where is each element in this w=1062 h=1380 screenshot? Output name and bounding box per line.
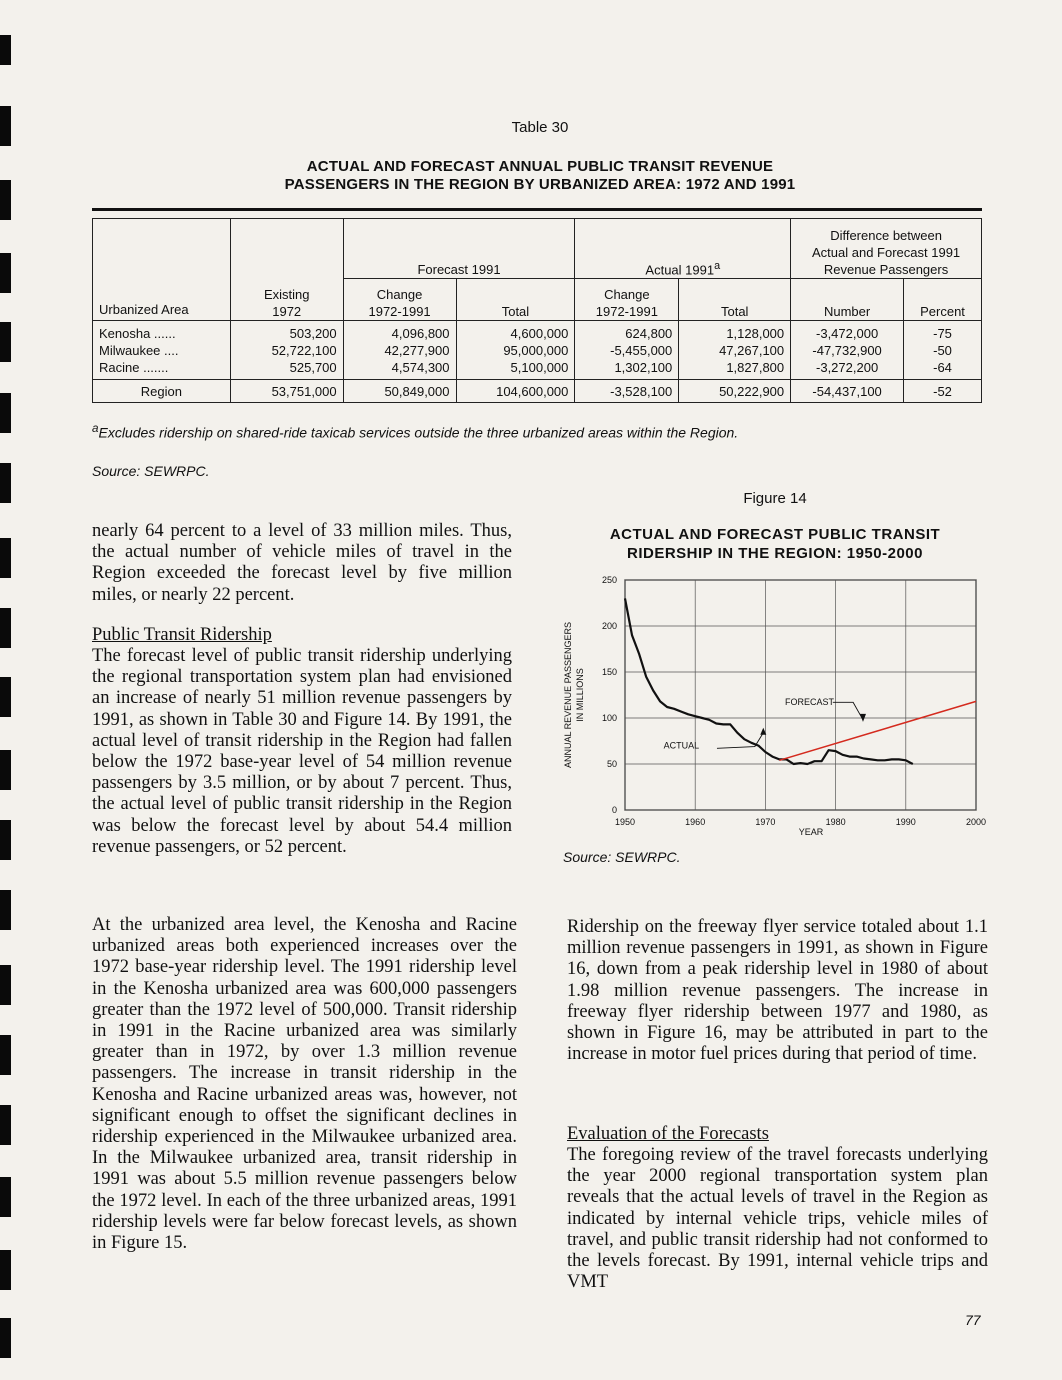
footnote-marker: a bbox=[92, 422, 99, 435]
col-header-area: Urbanized Area bbox=[93, 219, 231, 321]
existing-line: 1972 bbox=[272, 304, 302, 319]
figure-title-line: ACTUAL AND FORECAST PUBLIC TRANSIT bbox=[609, 526, 941, 543]
footnote-marker: a bbox=[714, 259, 721, 272]
figure-title bbox=[565, 525, 985, 563]
cell-area: Milwaukee .... bbox=[93, 342, 231, 359]
footnote-text: Excludes ridership on shared-ride taxicab services outside the three urbanized areas within the Region. bbox=[98, 424, 739, 441]
y-axis-label: ANNUAL REVENUE PASSENGERS bbox=[563, 621, 573, 769]
cell-forecast-total: 104,600,000 bbox=[456, 380, 575, 403]
binder-mark bbox=[0, 322, 11, 362]
data-table bbox=[92, 218, 982, 403]
x-tick-label: 1980 bbox=[825, 817, 846, 827]
change-line: 1972-1991 bbox=[595, 304, 658, 319]
cell-difference-percent: -50 bbox=[904, 342, 982, 359]
cell-difference-number: -3,472,000 bbox=[791, 321, 904, 343]
annotation-leader bbox=[833, 702, 863, 719]
ridership-chart bbox=[560, 570, 990, 842]
y-tick-label: 200 bbox=[601, 621, 617, 631]
cell-forecast-change: 4,096,800 bbox=[343, 321, 456, 343]
binder-mark bbox=[0, 463, 11, 503]
table-label: Table 30 bbox=[511, 119, 569, 136]
table-footnote bbox=[92, 422, 738, 441]
cell-existing: 52,722,100 bbox=[230, 342, 343, 359]
table-row bbox=[93, 359, 982, 380]
binder-mark bbox=[0, 393, 11, 433]
col-header-forecast-total: Total bbox=[456, 279, 575, 321]
cell-difference-number: -47,732,900 bbox=[791, 342, 904, 359]
x-tick-label: 1950 bbox=[614, 817, 636, 827]
col-header-difference-group bbox=[791, 219, 982, 279]
y-tick-label: 50 bbox=[606, 759, 617, 769]
cell-difference-percent: -75 bbox=[904, 321, 982, 343]
binder-mark bbox=[0, 890, 11, 930]
table-rule bbox=[92, 208, 982, 211]
col-header-existing bbox=[230, 279, 343, 321]
cell-forecast-change: 42,277,900 bbox=[343, 342, 456, 359]
col-header-forecast-change bbox=[343, 279, 456, 321]
binder-mark bbox=[0, 1318, 11, 1358]
cell-actual-change: 624,800 bbox=[575, 321, 679, 343]
cell-actual-total: 47,267,100 bbox=[679, 342, 791, 359]
table-source: Source: SEWRPC. bbox=[92, 463, 210, 479]
page-number: 77 bbox=[965, 1312, 981, 1328]
series-line-actual bbox=[625, 598, 913, 764]
y-tick-label: 250 bbox=[601, 575, 617, 585]
table-row-region bbox=[93, 380, 982, 403]
binder-mark bbox=[0, 1177, 11, 1217]
series-line-forecast bbox=[779, 701, 976, 760]
binder-mark bbox=[0, 608, 11, 648]
x-tick-label: 1970 bbox=[755, 817, 776, 827]
cell-area: Region bbox=[93, 380, 231, 403]
binder-mark bbox=[0, 677, 11, 717]
cell-actual-change: -3,528,100 bbox=[575, 380, 679, 403]
x-tick-label: 1960 bbox=[685, 817, 706, 827]
table-header-row bbox=[93, 219, 982, 279]
change-line: Change bbox=[604, 287, 650, 302]
cell-difference-percent: -64 bbox=[904, 359, 982, 380]
existing-line: Existing bbox=[263, 287, 310, 302]
paragraph: Ridership on the freeway flyer service totaled about 1.1 million revenue passengers in 1991, as shown in Figure 16, down from a peak ridership level in 1980 of about 1.98 million revenue passengers. The increase in freeway flyer ridership between 1977 and 1980, as shown in Figure 16, may be attributed in part to the increase in motor fuel prices during that period of time. bbox=[567, 917, 988, 1065]
y-tick-label: 0 bbox=[611, 805, 617, 815]
table-title-line: ACTUAL AND FORECAST ANNUAL PUBLIC TRANSIT REVENUE bbox=[306, 158, 774, 175]
cell-forecast-total: 4,600,000 bbox=[456, 321, 575, 343]
binder-mark bbox=[0, 538, 11, 578]
cell-existing: 525,700 bbox=[230, 359, 343, 380]
cell-forecast-change: 50,849,000 bbox=[343, 380, 456, 403]
annotation-forecast: FORECAST bbox=[785, 697, 835, 708]
y-tick-label: 100 bbox=[601, 713, 617, 723]
plot-frame bbox=[625, 580, 976, 810]
section-heading: Public Transit Ridership bbox=[92, 625, 272, 645]
table-row bbox=[93, 321, 982, 343]
cell-difference-number: -54,437,100 bbox=[791, 380, 904, 403]
col-header-percent: Percent bbox=[904, 279, 982, 321]
change-line: 1972-1991 bbox=[368, 304, 431, 319]
cell-existing: 53,751,000 bbox=[230, 380, 343, 403]
cell-difference-number: -3,272,200 bbox=[791, 359, 904, 380]
difference-line: Difference between bbox=[830, 228, 942, 243]
x-tick-label: 1990 bbox=[895, 817, 916, 827]
table-title-line: PASSENGERS IN THE REGION BY URBANIZED AREA: 1972 AND 1991 bbox=[284, 176, 796, 193]
binder-mark bbox=[0, 1105, 11, 1145]
actual-group-label: Actual 1991 bbox=[645, 262, 715, 277]
figure-title-line: RIDERSHIP IN THE REGION: 1950-2000 bbox=[627, 545, 923, 562]
y-tick-label: 150 bbox=[601, 667, 617, 677]
cell-actual-total: 1,128,000 bbox=[679, 321, 791, 343]
binder-mark bbox=[0, 750, 11, 790]
col-header-actual-change bbox=[575, 279, 679, 321]
cell-forecast-total: 95,000,000 bbox=[456, 342, 575, 359]
cell-forecast-change: 4,574,300 bbox=[343, 359, 456, 380]
binder-mark bbox=[0, 253, 11, 293]
cell-existing: 503,200 bbox=[230, 321, 343, 343]
annotation-actual: ACTUAL bbox=[663, 740, 700, 751]
x-axis-label: YEAR bbox=[798, 827, 824, 837]
col-header-forecast-group: Forecast 1991 bbox=[343, 219, 575, 279]
figure-source: Source: SEWRPC. bbox=[563, 849, 681, 865]
difference-line: Revenue Passengers bbox=[823, 262, 949, 277]
binder-mark bbox=[0, 1250, 11, 1290]
binder-mark bbox=[0, 820, 11, 860]
table-title bbox=[0, 158, 1062, 194]
cell-area: Kenosha ...... bbox=[93, 321, 231, 343]
col-header-actual-total: Total bbox=[679, 279, 791, 321]
binder-mark bbox=[0, 35, 11, 65]
change-line: Change bbox=[376, 287, 423, 302]
cell-area: Racine ....... bbox=[93, 359, 231, 380]
y-axis-label: IN MILLIONS bbox=[575, 668, 585, 722]
cell-actual-change: -5,455,000 bbox=[575, 342, 679, 359]
paragraph: At the urbanized area level, the Kenosha and Racine urbanized areas both experienced increases over the 1972 base-year ridership level. The 1991 ridership level in the Kenosha urbanized area was 600,000 passengers greater than the 1972 level of 500,000. Transit ridership in 1991 in the Racine urbanized area was similarly greater than in 1972, by over 1.3 million revenue passengers. The increase in transit ridership in the Kenosha and Racine urbanized areas was, however, not significant enough to offset the significant declines in ridership experienced in the Milwaukee urbanized area. In the Milwaukee urbanized area, transit ridership in 1991 was about 5.5 million revenue passengers below the 1972 level. In each of the three urbanized areas, 1991 ridership levels were far below forecast levels, as shown in Figure 15. bbox=[92, 915, 517, 1254]
table-row bbox=[93, 342, 982, 359]
col-header-number: Number bbox=[791, 279, 904, 321]
binder-mark bbox=[0, 965, 11, 1005]
cell-actual-total: 50,222,900 bbox=[679, 380, 791, 403]
header-blank bbox=[230, 219, 343, 279]
cell-difference-percent: -52 bbox=[904, 380, 982, 403]
cell-actual-change: 1,302,100 bbox=[575, 359, 679, 380]
difference-line: Actual and Forecast 1991 bbox=[812, 245, 961, 260]
cell-forecast-total: 5,100,000 bbox=[456, 359, 575, 380]
paragraph: The foregoing review of the travel forecasts underlying the year 2000 regional transportation system plan reveals that the actual levels of travel in the Region as indicated by internal vehicle trips, vehicle miles of travel, and public transit ridership had not conformed to the levels forecast. By 1991, internal vehicle trips and VMT bbox=[567, 1145, 988, 1293]
figure-label: Figure 14 bbox=[743, 490, 807, 507]
x-tick-label: 2000 bbox=[965, 817, 987, 827]
paragraph: nearly 64 percent to a level of 33 million miles. Thus, the actual number of vehicle miles of travel in the Region exceeded the forecast level by five million miles, or nearly 22 percent. bbox=[92, 521, 512, 605]
binder-mark bbox=[0, 1035, 11, 1075]
section-heading: Evaluation of the Forecasts bbox=[567, 1124, 769, 1144]
cell-actual-total: 1,827,800 bbox=[679, 359, 791, 380]
paragraph: The forecast level of public transit ridership underlying the regional transportation system plan had envisioned an increase of nearly 51 million revenue passengers by 1991, as shown in Table 30 and Figure 14. By 1991, the actual level of transit ridership in the Region had fallen below the 1972 base-year level of 54 million revenue passengers by 3.5 million, or by about 7 percent. Thus, the actual level of public transit ridership in the Region was below the forecast level by about 54.4 million revenue passengers, or 52 percent. bbox=[92, 646, 512, 857]
col-header-actual-group bbox=[575, 219, 791, 279]
